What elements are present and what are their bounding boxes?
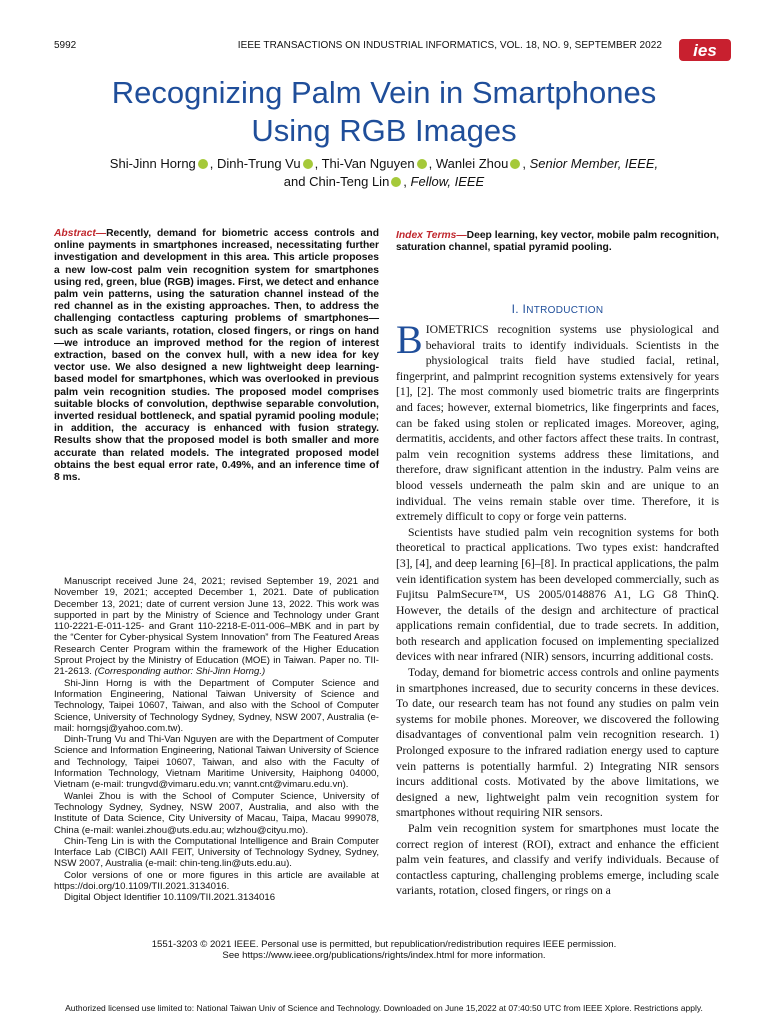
section-number: I. [511,302,519,316]
paragraph: Today, demand for biometric access controls and online payments in smartphones increased, due to security concerns in these devices. To date, our research team has not found any studies on palm vein systems for mobile phones. Moreover, we discovered the following disadvantages of conventional palm vein recognition research. 1) Prolonged exposure to the infrared radiation energy used to capture vein patterns is potentially harmful. 2) Integrating NIR sensors incurs additional costs. Motivated by the above limitations, we designed a new, lightweight palm vein recognition system for smartphones without requiring NIR sensors. [396,666,719,820]
orcid-icon[interactable] [510,159,520,169]
authors-line-2: and Chin-Teng Lin , Fellow, IEEE [283,174,485,189]
drop-cap: B [396,317,423,362]
author-name: Chin-Teng Lin [309,174,390,189]
author-conjunction: and [283,174,306,189]
footnote: Dinh-Trung Vu and Thi-Van Nguyen are with the Department of Computer Science and Information Engineering, National Taiwan University of Science and Technology, Taipei 10607, Taiwan, and also with the Faculty of Information Technology, Vietnam Maritime University, Haiphong 04000, Vietnam (e-mail: trungvd@vimaru.edu.vn; vannt.cnt@vimaru.edu.vn). [54,734,379,791]
copyright-line: 1551-3203 © 2021 IEEE. Personal use is permitted, but republication/redistribution requires IEEE permission. [151,939,617,950]
author-list [40,155,728,191]
page-number: 5992 [54,40,77,51]
journal-header: IEEE TRANSACTIONS ON INDUSTRIAL INFORMATICS, VOL. 18, NO. 9, SEPTEMBER 2022 [237,40,662,51]
abstract-text: Recently, demand for biometric access controls and online payments in smartphones increased, necessitating further investigation and development in this area. This article proposes a new low-cost palm vein recognition system for smartphones using red, green, blue (RGB) images. First, we detect and enhance palm vein patterns, using the saturation channel instead of the red channel as in the existing approaches. Then, to address the challenging contactless capturing problems of smartphones—such as scale variants, rotation, closed fingers, or rings on hand—we introduce an improved method for the region of interest extraction, based on the convex hull, with a new idea for key vector use. We also designed a new lightweight deep learning-based model for smartphones, which was overlooked in previous palm vein recognition studies. The proposed model comprises suitable blocks of convolution, depthwise separable convolution, inverted residual bottleneck, and spatial pyramid pooling module; in addition, the accuracy is enhanced with fusion strategy. Results show that the proposed model is both smaller and more accurate than related models. The integrated proposed model obtains the best equal error rate, 0.49%, and an inference time of 8 ms. [54,228,379,484]
footnote: Chin-Teng Lin is with the Computational Intelligence and Brain Computer Interface Lab (CIBCI) AAII FEIT, University of Technology Sydney, Sydney, NSW 2007, Australia (e-mail: chin-teng.lin@uts.edu.au). [54,835,379,870]
orcid-icon[interactable] [198,159,208,169]
section-title-rest: NTRODUCTION [526,305,604,316]
paper-title [40,74,728,150]
footnote: Shi-Jinn Horng is with the Department of Computer Science and Information Engineering, National Taiwan University of Science and Technology, Taipei 10607, Taiwan, and also with the School of Computer Science, University of Technology Sydney, Sydney, NSW 2007, Australia (e-mail: horngsj@yahoo.com.tw). [54,677,379,734]
footnote: Manuscript received June 24, 2021; revised September 19, 2021 and November 19, 2021; accepted December 1, 2021. Date of publication December 13, 2021; date of current version June 13, 2022. This work was supported in part by the Ministry of Science and Technology under Grant 110-2221-E-011-125- and Grant 110-2218-E-011-006–MBK and in part by the “Center for Cyber-physical System Innovation” from The Featured Areas Research Center Program within the framework of the Higher Education Sprout Project by the Ministry of Education (MOE) in Taiwan. Paper no. TII-21-2613. (Corresponding author: Shi-Jinn Horng.) [54,576,379,678]
license-footer: Authorized licensed use limited to: National Taiwan Univ of Science and Technology. Downloaded on June 15,2022 at 07:40:50 UTC from IEEE Xplore. Restrictions apply. [65,1003,703,1013]
orcid-icon[interactable] [417,159,427,169]
authors-line-1: Shi-Jinn Horng , Dinh-Trung Vu , Thi-Van Nguyen , Wanlei Zhou , Senior Member, IEEE, [109,156,659,171]
paragraph: BIOMETRICS recognition systems use physiological and behavioral traits to identify individuals. Scientists in the physiological traits field have studied facial, retinal, fingerprint, and palmprint recognition systems extensively for years [1], [2]. The most commonly used biometric traits are fingerprints and faces; however, external biometrics, like fingerprints and faces, can be faked using stolen or replicated images. Moreover, aging, dermatitis, accidents, and other factors affect these traits. In contrast, palm vein recognition systems address these limitations, and therefore, draw significant attention in the industry. Palm veins are blood vessels underneath the palm skin and are unique to an individual. The veins remain stable over time. Therefore, it is extremely difficult to copy or forge vein patterns. [396,317,719,524]
index-terms-text: Deep learning, key vector, mobile palm recognition, saturation channel, spatial pyramid pooling. [396,230,719,254]
title-line-1: Recognizing Palm Vein in Smartphones [111,75,657,110]
title-line-2: Using RGB Images [251,113,517,148]
index-terms [396,230,719,254]
author-role: Fellow, IEEE [410,174,485,189]
section-heading [396,302,719,316]
abstract-label: Abstract— [54,228,107,239]
copyright-notice [40,939,728,962]
footnote: Digital Object Identifier 10.1109/TII.2021.3134016 [64,892,276,904]
author-name: Wanlei Zhou [435,156,509,171]
ies-logo [679,36,731,64]
copyright-line: See https://www.ieee.org/publications/rights/index.html for more information. [222,950,546,962]
footnote: Color versions of one or more figures in this article are available at https://doi.org/10.1109/TII.2021.3134016. [54,869,379,893]
author-name: Shi-Jinn Horng [109,156,196,171]
footnote: Wanlei Zhou is with the School of Computer Science, University of Technology Sydney, Sydney, NSW 2007, Australia, and also with the Institute of Data Science, City University of Macau, Taipa, Macau 999078, China (e-mail: wanlei.zhou@uts.edu.au; wlzhou@cityu.mo). [54,790,379,836]
logo-text: ies [693,41,717,60]
abstract [54,228,379,484]
section-title-first: I [522,302,527,316]
author-role: Senior Member, IEEE, [529,156,659,171]
index-terms-label: Index Terms— [396,230,467,241]
paragraph: Palm vein recognition system for smartphones must locate the correct region of interest (ROI), extract and enhance the efficient palm vein features, and classify and verify individuals. Because of contactless capturing, challenging problems emerge, including scale variants, rotation, closed fingers, or rings on a [396,822,719,898]
orcid-icon[interactable] [303,159,313,169]
introduction-body [396,317,719,899]
paragraph: Scientists have studied palm vein recognition systems for both theoretical to practical applications. Two types exist: handcrafted [3], [4], and deep learning [6]–[8]. In practical applications, the palm vein identification system has been developed commercially, such as Fujitsu PalmSecure™, US 2005/0148876 A1, LG G8 ThinQ. However, the details of the design and architecture of practical applications remain confidential, due to trade secrets. In addition, both research and application focused on implementing specialized devices with near infrared (NIR) sensors, incurring additional costs. [396,525,719,664]
orcid-icon[interactable] [391,177,401,187]
author-name: Dinh-Trung Vu [217,156,301,171]
footnotes [54,576,379,904]
author-name: Thi-Van Nguyen [321,156,415,171]
